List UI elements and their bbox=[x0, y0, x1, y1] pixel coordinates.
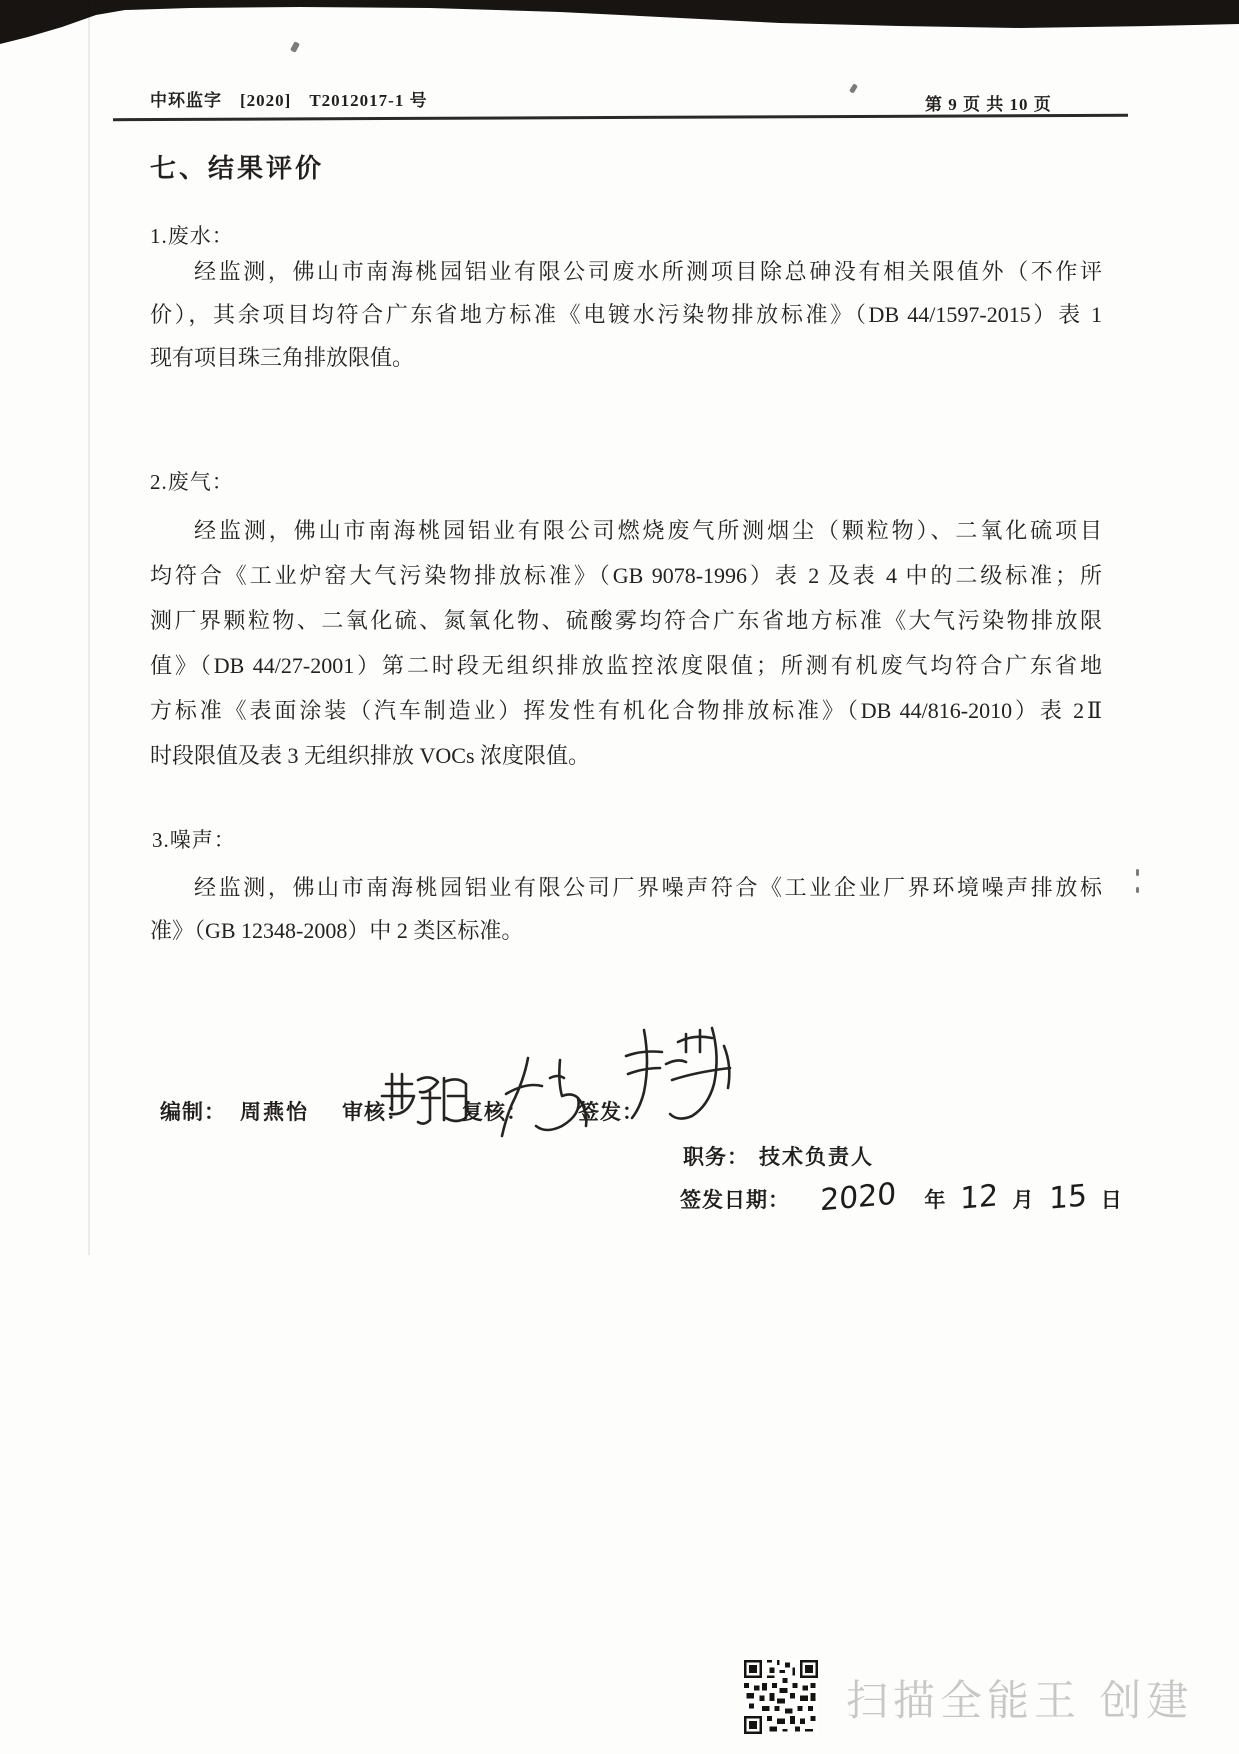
section-body bbox=[150, 866, 1102, 952]
prepared-label: 编制： bbox=[160, 1100, 226, 1124]
body-line: 经监测，佛山市南海桃园铝业有限公司燃烧废气所测烟尘（颗粒物）、二氧化硫项目 bbox=[194, 518, 1102, 543]
issue-day-handwritten: 15 bbox=[1048, 1178, 1087, 1217]
section-body bbox=[150, 250, 1102, 379]
reviewer-signature bbox=[378, 1068, 474, 1134]
page-title: 七、结果评价 bbox=[150, 154, 325, 183]
body-line: 价），其余项目均符合广东省地方标准《电镀水污染物排放标准》（DB 44/1597-2015）表 1 bbox=[150, 302, 1102, 327]
day-label: 日 bbox=[1100, 1188, 1123, 1212]
section-heading: 1.废水： bbox=[150, 224, 234, 248]
watermark-text: 扫描全能王 创建 bbox=[846, 1676, 1194, 1725]
prepared-by-name: 周燕怡 bbox=[240, 1100, 309, 1124]
position-row bbox=[683, 1141, 874, 1171]
body-line: 方标准《表面涂装（汽车制造业）挥发性有机化合物排放标准》（DB 44/816-2010）表 2Ⅱ bbox=[150, 698, 1102, 723]
body-line: 经监测，佛山市南海桃园铝业有限公司废水所测项目除总砷没有相关限值外（不作评 bbox=[194, 259, 1102, 284]
body-line: 时段限值及表 3 无组织排放 VOCs 浓度限值。 bbox=[150, 743, 591, 768]
reviewed-label: 审核： bbox=[342, 1100, 408, 1124]
issue-year-handwritten: 2020 bbox=[819, 1176, 897, 1219]
body-line: 现有项目珠三角排放限值。 bbox=[150, 345, 415, 370]
header-rule bbox=[113, 114, 1128, 121]
checked-label: 复核： bbox=[462, 1100, 528, 1124]
issued-label: 签发： bbox=[578, 1100, 644, 1124]
page-fold-shadow bbox=[88, 0, 90, 1255]
scan-speck bbox=[849, 83, 858, 93]
issue-date-row bbox=[680, 1176, 1123, 1219]
body-line: 经监测，佛山市南海桃园铝业有限公司厂界噪声符合《工业企业厂界环境噪声排放标 bbox=[194, 875, 1102, 900]
body-line: 测厂界颗粒物、二氧化硫、氮氧化物、硫酸雾均符合广东省地方标准《大气污染物排放限 bbox=[150, 608, 1102, 633]
year-label: 年 bbox=[924, 1188, 947, 1212]
body-line: 准》（GB 12348-2008）中 2 类区标准。 bbox=[150, 918, 524, 943]
issue-month-handwritten: 12 bbox=[960, 1178, 999, 1217]
body-line: 值》（DB 44/27-2001）第二时段无组织排放监控浓度限值；所测有机废气均符合广东省地 bbox=[150, 653, 1102, 678]
section-heading: 2.废气： bbox=[150, 470, 234, 494]
position-label: 职务： bbox=[683, 1145, 749, 1169]
scan-speck bbox=[1136, 887, 1139, 893]
body-line: 均符合《工业炉窑大气污染物排放标准》（GB 9078-1996）表 2 及表 4 中的二级标准；所 bbox=[150, 563, 1102, 588]
qr-code bbox=[744, 1660, 818, 1734]
section-heading: 3.噪声： bbox=[152, 828, 236, 852]
section-body bbox=[150, 508, 1102, 778]
header-page-info: 第 9 页 共 10 页 bbox=[925, 95, 1052, 114]
issuer-signature bbox=[620, 1022, 740, 1132]
issue-date-label: 签发日期： bbox=[680, 1188, 790, 1212]
header-doc-number: 中环监字 [2020] T2012017-1 号 bbox=[150, 91, 428, 110]
scan-edge-artifact bbox=[0, 0, 1239, 50]
position-value: 技术负责人 bbox=[759, 1145, 874, 1169]
prepared-by-row bbox=[160, 1096, 309, 1126]
month-label: 月 bbox=[1012, 1188, 1035, 1212]
scan-speck bbox=[1136, 869, 1139, 876]
